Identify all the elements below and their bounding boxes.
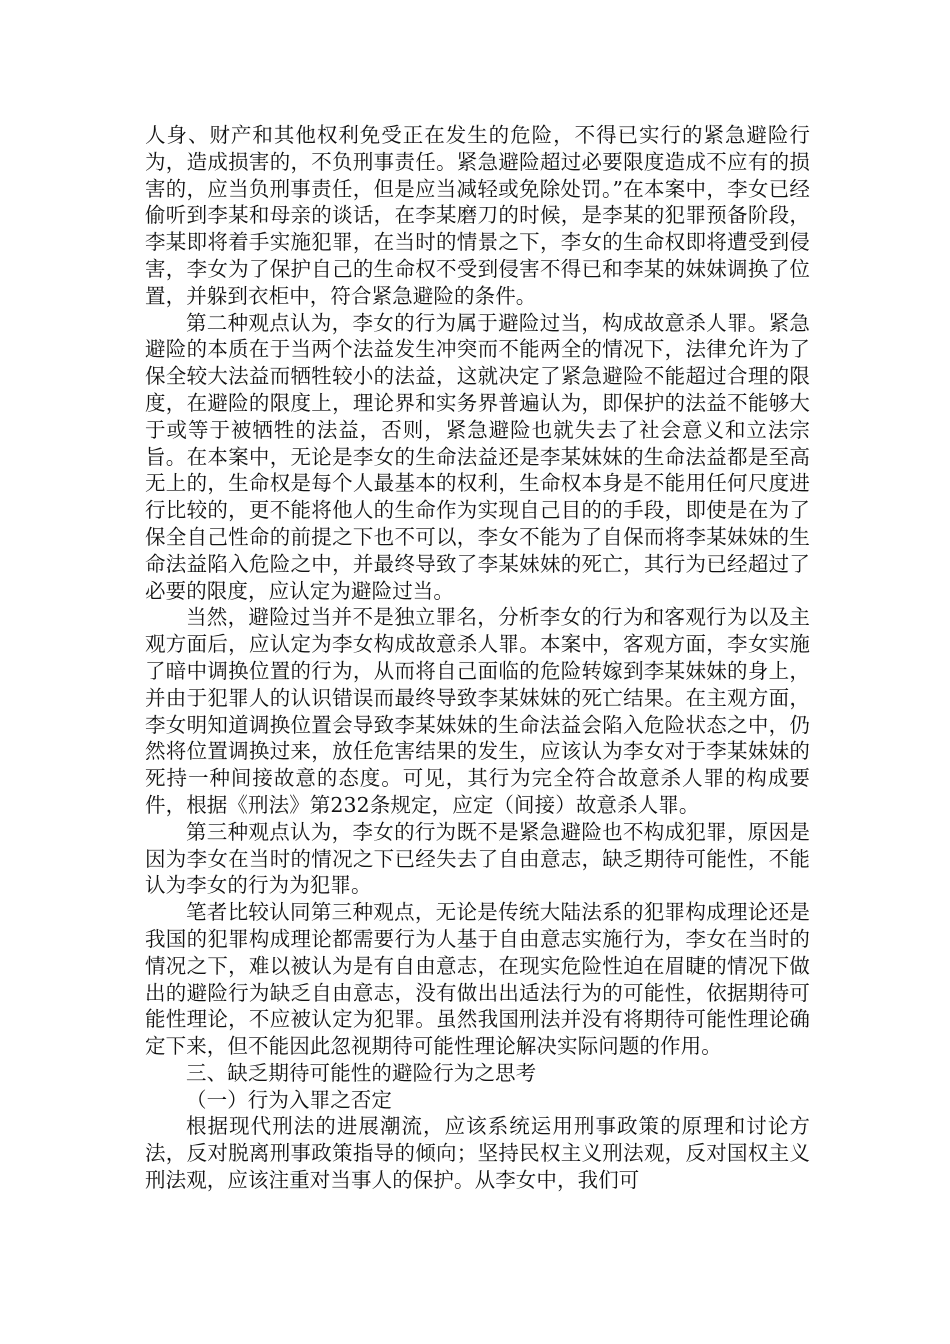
paragraph-author-opinion: 笔者比较认同第三种观点，无论是传统大陆法系的犯罪构成理论还是我国的犯罪构成理论都需要行为人基于自由意志实施行为，李女在当时的情况之下，难以被认为是有自由意志，在现实危险性迫在眉睫的情况下做出的避险行为缺乏自由意志，没有做出出适法行为的可能性，依据期待可能性理论，不应被认定为犯罪。虽然我国刑法并没有将期待可能性理论确定下来，但不能因此忽视期待可能性理论解决实际问题的作用。 xyxy=(145,900,810,1059)
paragraph-excessive-avoidance: 当然，避险过当并不是独立罪名，分析李女的行为和客观行为以及主观方面后，应认定为李女构成故意杀人罪。本案中，客观方面，李女实施了暗中调换位置的行为，从而将自己面临的危险转嫁到李某妹妹的身上，并由于犯罪人的认识错误而最终导致李某妹妹的死亡结果。在主观方面，李女明知道调换位置会导致李某妹妹的生命法益会陷入危险状态之中，仍然将位置调换过来，放任危害结果的发生，应该认为李女对于李某妹妹的死持一种间接故意的态度。可见，其行为完全符合故意杀人罪的构成要件，根据《刑法》第232条规定，应定（间接）故意杀人罪。 xyxy=(145,605,810,817)
paragraph-third-view: 第三种观点认为，李女的行为既不是紧急避险也不构成犯罪，原因是因为李女在当时的情况之下已经失去了自由意志，缺乏期待可能性，不能认为李女的行为为犯罪。 xyxy=(145,819,810,898)
document-body xyxy=(145,122,810,1194)
paragraph-second-view: 第二种观点认为，李女的行为属于避险过当，构成故意杀人罪。紧急避险的本质在于当两个法益发生冲突而不能两全的情况下，法律允许为了保全较大法益而牺牲较小的法益，这就决定了紧急避险不能超过合理的限度，在避险的限度上，理论界和实务界普遍认为，即保护的法益不能够大于或等于被牺牲的法益，否则，紧急避险也就失去了社会意义和立法宗旨。在本案中，无论是李女的生命法益还是李某妹妹的生命法益都是至高无上的，生命权是每个人最基本的权利，生命权本身是不能用任何尺度进行比较的，更不能将他人的生命作为实现自己目的的手段，即使是在为了保全自己性命的前提之下也不可以，李女不能为了自保而将李某妹妹的生命法益陷入危险之中，并最终导致了李某妹妹的死亡，其行为已经超过了必要的限度，应认定为避险过当。 xyxy=(145,310,810,603)
paragraph-criminal-policy: 根据现代刑法的进展潮流，应该系统运用刑事政策的原理和讨论方法，反对脱离刑事政策指导的倾向；坚持民权主义刑法观，反对国权主义刑法观，应该注重对当事人的保护。从李女中，我们可 xyxy=(145,1114,810,1193)
subsection-heading: （一）行为入罪之否定 xyxy=(186,1087,392,1112)
paragraph-continuation: 人身、财产和其他权利免受正在发生的危险，不得已实行的紧急避险行为，造成损害的，不负刑事责任。紧急避险超过必要限度造成不应有的损害的，应当负刑事责任，但是应当减轻或免除处罚。”在本案中，李女已经偷听到李某和母亲的谈话，在李某磨刀的时候，是李某的犯罪预备阶段，李某即将着手实施犯罪，在当时的情景之下，李女的生命权即将遭受到侵害，李女为了保护自己的生命权不受到侵害不得已和李某的妹妹调换了位置，并躲到衣柜中，符合紧急避险的条件。 xyxy=(145,123,810,308)
section-heading: 三、缺乏期待可能性的避险行为之思考 xyxy=(186,1060,537,1085)
